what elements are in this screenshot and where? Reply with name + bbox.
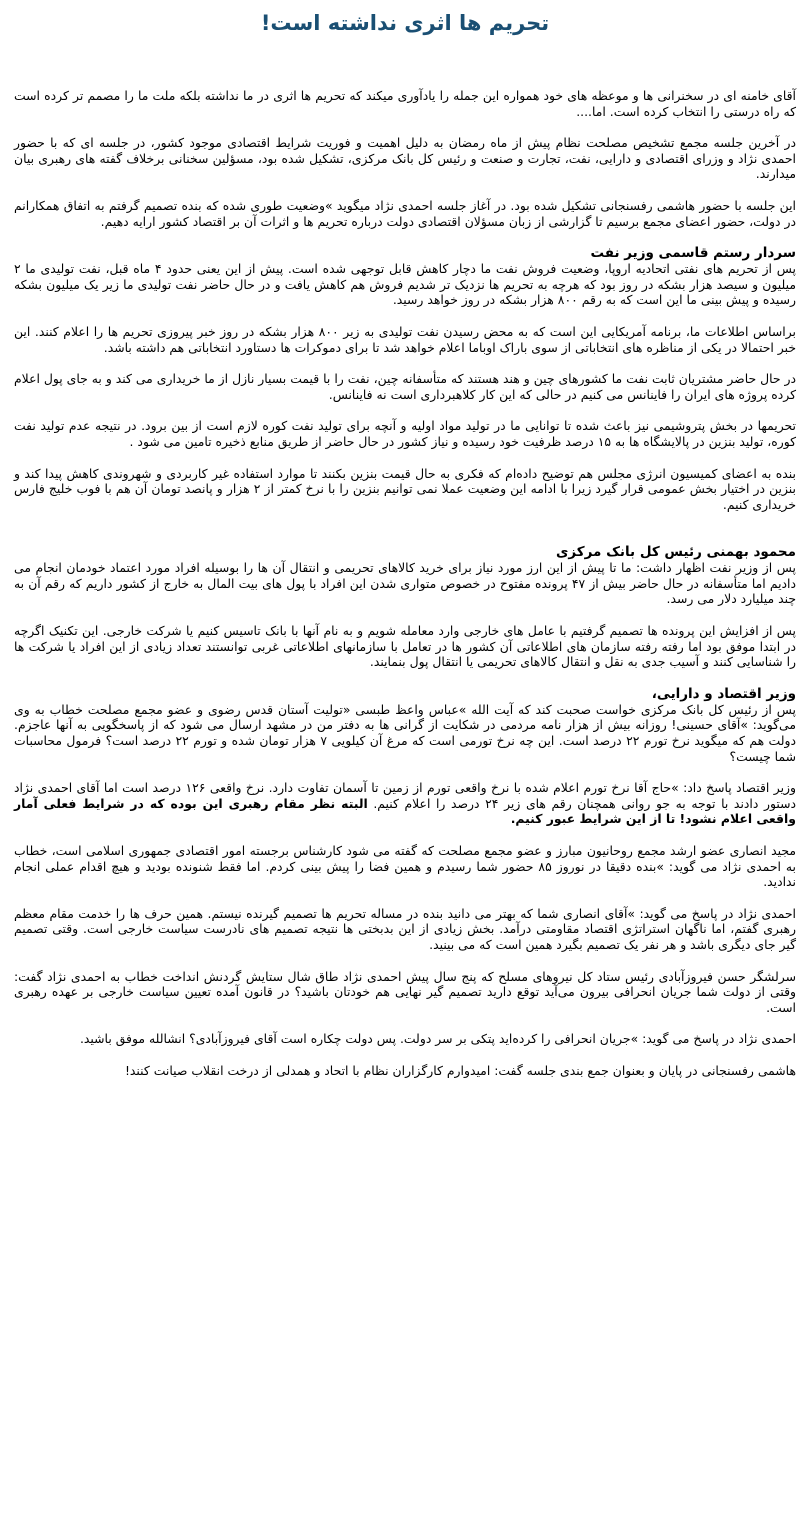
paragraph: مجید انصاری عضو ارشد مجمع روحانیون مبارز و عضو مجمع مصلحت که گفته می شود کارشناس برجسته امور اقتصادی جمهوری اسلامی است، خطاب به احمدی نژاد می گوید: »بنده دقیقا در نوروز ۸۵ حضور شما رسیدم و همین فضا را پیش بینی کردم. اما فقط شنونده بودید و هیچ اقدام عملی انجام ندادید. [14, 843, 797, 890]
section-heading-central-bank: محمود بهمنی رئیس کل بانک مرکزی [556, 544, 796, 561]
paragraph: پس از وزیر نفت اظهار داشت: ما تا پیش از این ارز مورد نیاز برای خرید کالاهای تحریمی و انتقال آن ها را بوسیله افراد مورد اعتماد خودمان انجام می دادیم اما متأسفانه در حال حاضر بیش از ۴۷ پرونده مفتوح در خصوص متواری شدن این افراد با پول های بیت المال به خارج از کشور داریم که رقم آن به چند میلیارد دلار می رسد. [14, 560, 796, 607]
paragraph: پس از افزایش این پرونده ها تصمیم گرفتیم با عامل های خارجی وارد معامله شویم و به نام آنها با بانک تاسیس کنیم یا شرکت خارجی. این تکنیک اگرچه در ابتدا موفق بود اما رفته رفته سازمان های اطلاعاتی آن کشور ها در تعامل با سازمانهای اطلاعاتی غربی توانستند تعداد زیادی از این افراد یا شرکت ها را شناسایی کنند و آسیب جدی به نقل و انتقال کالاهای تحریمی یا انتقال پول بنمایند. [14, 623, 796, 670]
page-title: تحریم ها اثری نداشته است! [260, 11, 550, 35]
section-heading-economy-minister: وزیر اقتصاد و دارایی، [651, 685, 796, 702]
paragraph: آقای خامنه ای در سخنرانی ها و موعظه های خود همواره این جمله را یادآوری میکند که تحریم ها اثری در ما نداشته بلکه ملت ما را مصمم تر کرده است که راه درستی را انتخاب کرده است. اما.... [14, 88, 796, 119]
paragraph: پس از تحریم های نفتی اتحادیه اروپا، وضعیت فروش نفت ما دچار کاهش قابل توجهی شده است. پیش از این یعنی حدود ۴ ماه قبل، نفت تولیدی ما ۲ میلیون و سیصد هزار بشکه در روز بود که هرچه به تحریم ها نزدیک تر شدیم فروش هم کاهش یافت و در حال حاضر نفت تولیدی ما زیر یک میلیون بشکه رسیده و پیش بینی ما این است که به رقم ۸۰۰ هزار بشکه در روز خواهد رسید. [14, 261, 796, 308]
paragraph-bold-text: البته نظر مقام رهبری این بوده که در شرایط فعلی آمار واقعی اعلام نشود! تا از این شرایط عبور کنیم. [14, 795, 796, 827]
paragraph: در حال حاضر مشتریان ثابت نفت ما کشورهای چین و هند هستند که متأسفانه چین، نفت را با قیمت بسیار نازل از ما خریداری می کند و به جای پول اعلام کرده پروژه های ایران را فاینانس می کنیم در حالی که این کار کلاهبرداری است نه فاینانس. [14, 371, 796, 402]
paragraph: در آخرین جلسه مجمع تشخیص مصلحت نظام پیش از ماه رمضان به دلیل اهمیت و فوریت شرایط اقتصادی موجود کشور، در جلسه ای که با حضور احمدی نژاد و وزرای اقتصادی و دارایی، نفت، تجارت و صنعت و رئیس کل بانک مرکزی، تشکیل شده بود، مسؤلین سخنانی برخلاف گفته های رهبری بیان میدارند. [14, 135, 796, 182]
paragraph: سرلشگر حسن فیروزآبادی رئیس ستاد کل نیروهای مسلح که پنج سال پیش احمدی نژاد طاق شال ستایش گردنش انداخت خطاب به احمدی نژاد گفت: وقتی از دولت شما جریان انحرافی بیرون می‌آید توقع دارید تصمیم گیر نهایی هم خودتان باشید؟ در قانون آمده تعیین سیاست خارجی بر عهده رهبری است. [14, 968, 796, 1015]
paragraph: براساس اطلاعات ما، برنامه آمریکایی این است که به محض رسیدن نفت تولیدی به زیر ۸۰۰ هزار بشکه در روز خبر پیروزی تحریم ها را اعلام کنند. این خبر احتمالا در یکی از مناظره های انتخاباتی از سوی باراک اوباما اعلام خواهد شد تا برای دموکرات ها دستاورد انتخاباتی هم داشته باشد. [14, 323, 796, 355]
paragraph: احمدی نژاد در پاسخ می گوید: »جریان انحرافی را کرده‌اید پتکی بر سر دولت. پس دولت چکاره است آقای فیروزآبادی؟ انشالله موفق باشید. [79, 1031, 796, 1047]
paragraph [14, 780, 796, 827]
paragraph: احمدی نژاد در پاسخ می گوید: »آقای انصاری شما که بهتر می دانید بنده در مساله تحریم ها تصمیم گیرنده نیستم. همین حرف ها را خدمت مقام معظم رهبری گفتم، اما ناگهان استراتژی اقتصاد مقاومتی درآمد. بخش زیادی از این بدبختی ها نتیجه تصمیم های نادرست سیاست خارجی است. وقتی تصمیم گیر جای دیگری باشد و هر نفر یک تصمیم بگیرد همین است که می بینید. [14, 905, 796, 952]
paragraph: پس از رئیس کل بانک مرکزی خواست صحبت کند که آیت الله »عباس واعظ طبسی «تولیت آستان قدس رضوی و عضو مجمع مصلحت خطاب به وی می‌گوید: »آقای حسینی! روزانه بیش از هزار نامه مردمی در شکایت از گرانی ها به دفتر من در مشهد ارسال می شود که از پاسخگویی به آنها عاجزم. دولت هم که میگوید نرخ تورم ۲۲ درصد است. این چه نرخ تورمی است که مرغ آن کیلویی ۷ هزار تومان شده و تورم ۲۲ درصد است؟ فرمول محاسبات شما چیست؟ [14, 701, 796, 764]
paragraph: تحریمها در بخش پتروشیمی نیز باعث شده تا توانایی ما در تولید مواد اولیه و آنچه برای تولید نفت کوره لازم است از بین برود. در نتیجه عدم تولید نفت کوره، تولید بنزین در پالایشگاه ها به ۱۵ درصد ظرفیت خود رسیده و نیاز کشور در حال حاضر از طریق منابع ذخیره تامین می شود . [14, 418, 796, 449]
paragraph: این جلسه با حضور هاشمی رفسنجانی تشکیل شده بود. در آغاز جلسه احمدی نژاد میگوید »وضعیت طوری شده که بنده تصمیم گرفتم به اتفاق همکارانم در دولت، حضور اعضای مجمع برسیم تا گزارشی از زبان مسؤلان اقتصادی دولت درباره تحریم ها و اثرات آن بر اقتصاد کشور ارایه دهیم. [14, 197, 796, 229]
paragraph-text: وزیر اقتصاد پاسخ داد: »حاج آقا نرخ تورم اعلام شده با نرخ واقعی تورم از زمین تا آسمان تفاوت دارد. نرخ واقعی ۱۲۶ درصد است اما آقای احمدی نژاد دستور دادند با توجه به جو روانی همچنان رقم های زیر ۲۴ درصد را اعلام کنیم. [14, 780, 796, 811]
paragraph: بنده به اعضای کمیسیون انرژی مجلس هم توضیح داده‌ام که فکری به حال قیمت بنزین بکنند تا موارد استفاده غیر کاربردی و شهروندی کاهش پیدا کند و بنزین در اختیار بخش عمومی قرار گیرد زیرا با ادامه این وضعیت عملا نمی توانیم بنزین را با نرخ کمتر از ۲ هزار و پانصد تومان آن هم با فوب خلیج فارس خریداری کنیم. [14, 465, 796, 512]
paragraph: هاشمی رفسنجانی در پایان و بعنوان جمع بندی جلسه گفت: امیدوارم کارگزاران نظام با اتحاد و همدلی از درخت انقلاب صیانت کنند! [124, 1062, 796, 1078]
section-heading-oil-minister: سردار رستم قاسمی وزیر نفت [590, 245, 796, 262]
